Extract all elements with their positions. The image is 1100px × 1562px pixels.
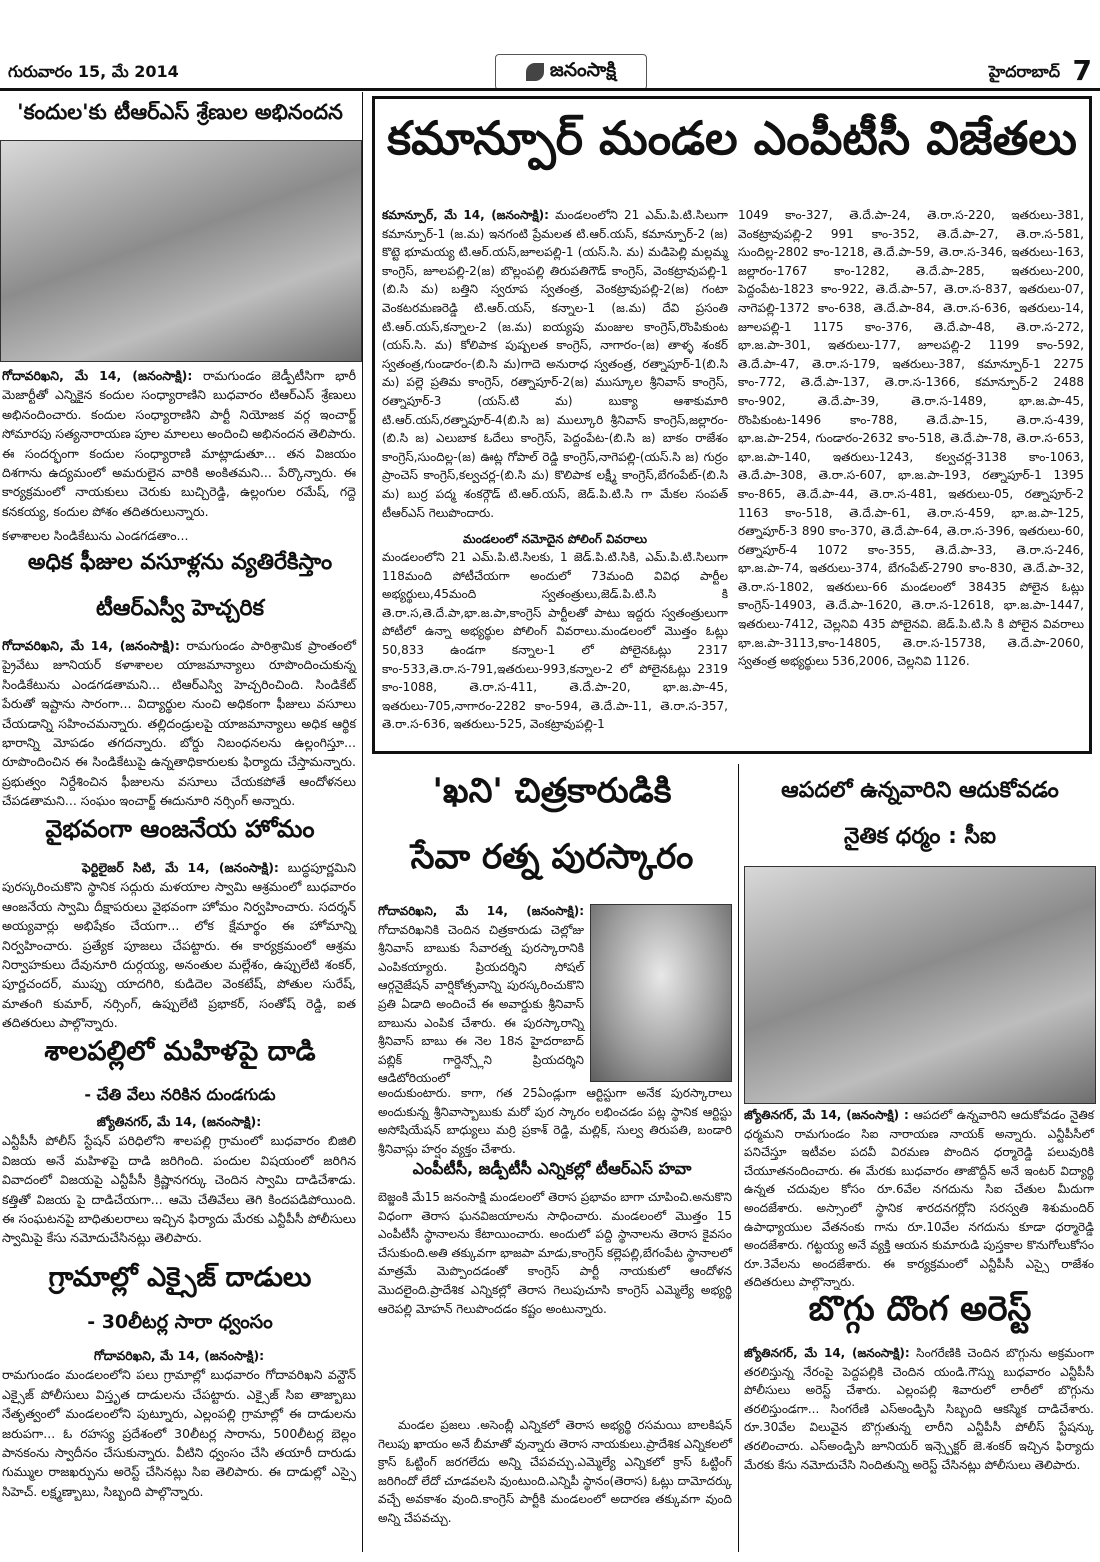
- artist-portrait: [590, 904, 732, 1082]
- masthead-name: జనంసాక్షి: [549, 58, 617, 81]
- mptc-body-right: 1049 కాం-327, తె.దే.పా-24, తె.రా.స-220, ఇతరులు-381, వెంకట్రావుపల్లి-2 991 కాం-352, తె.దే.పా-27, తె.రా.స-581, సుందిల్ల-2802 కాం-1218, తె.దే.పా-59, తె.రా.స-346, ఇతరులు-163, జల్లారం-1767 కాం-1282, తె.దే.పా-285, ఇతరులు-200, పెద్దంపేట-1823 కాం-922, తె.దే.పా-57, తె.రా.స-837, ఇతరులు-07, నాగెపల్లి-1372 కాం-638, తె.దే.పా-84, తె.రా.స-636, ఇతరులు-14, జూలపల్లి-1 1175 కాం-376, తె.దే.పా-48, తె.రా.స-272, భా.జ.పా-301, ఇతరులు-177, జూలపల్లి-2 1199 కాం-592, తె.దే.పా-47, తె.రా.స-179, ఇతరులు-387, కమాన్పూర్-1 2275 కాం-772, తె.దే.పా-137, తె.రా.స-1366, కమాన్పూర్-2 2488 కాం-902, తె.దే.పా-39, తె.రా.స-1489, భా.జ.పా-45, రొంపికుంట-1496 కాం-788, తె.దే.పా-15, తె.రా.స-439, భా.జ.పా-254, గుండారం-2632 కాం-518, తె.దే.పా-78, తె.రా.స-653, భా.జ.పా-140, ఇతరులు-1243, కల్వచర్ల-3138 కాం-1063, తె.దే.పా-308, తె.రా.స-607, భా.జ.పా-193, రత్నాపూర్-1 1395 కాం-865, తె.దే.పా-44, తె.రా.స-481, ఇతరులు-05, రత్నాపూర్-2 1163 కాం-518, తె.దే.పా-61, తె.రా.స-459, భా.జ.పా-125, రత్నాపూర్-3 890 కాం-370, తె.దే.పా-64, తె.రా.స-396, ఇతరులు-60, రత్నాపూర్-4 1072 కాం-355, తె.దే.పా-33, తె.రా.స-246, భా.జ.పా-74, ఇతరులు-374, బేగంపేట్-2790 కాం-830, తె.దే.పా-32, తె.రా.స-1802, ఇతరులు-66 మండలంలో 38435 పోలైన ఓట్లు కాంగ్రెస్-14903, తె.దే.పా-1620, తె.రా.స-12618, భా.జ.పా-1447, ఇతరులు-7412, చెల్లనివి 435 పోలైనవి. జెడ్.పి.టి.సి కి పోలైన వివరాలు భా.జ.పా-3113,కాం-14805, తె.రా.స-15738, తె.దే.పా-2060, స్వతంత్ర అభ్యర్థులు 536,2006, చెల్లనివి 1126.: [738, 208, 1084, 669]
- mptc-polling-subhead: మండలంలో నమోదైన పోలింగ్ వివరాలు: [463, 532, 647, 546]
- kandula-headline: 'కందుల'కు టీఆర్ఎస్ శ్రేణుల అభినందన: [17, 100, 343, 124]
- masthead-logo-icon: [526, 63, 544, 81]
- fees-body: గోదావరిఖని, మే 14, (జనంసాక్షి): రామగుండం పారిశ్రామిక ప్రాంతంలో ప్రైవేటు జూనియర్ కళాశాలల యాజమాన్యాలు రూపొందించుకున్న సిండికేటును ఎండగడతామని... టిఆర్ఎస్వి హెచ్చరించింది. సిండికేట్ పేరుతో ఇష్టాను సారంగా... విద్యార్థుల నుంచి అధికంగా ఫీజులు వసూలు చేయడాన్ని సహించమన్నారు. తల్లిదండ్రులపై యాజమాన్యాలు అధిక ఆర్థిక భారాన్ని మోపడం తగదన్నారు. బోర్డు నిబంధనలను ఉల్లంగిస్తూ... రూపొందించిన ఈ సిండికేటుపై ఉన్నతాధికారులకు ఫిర్యాదు చేస్తామన్నారు. ప్రభుత్వం నిర్దేశించిన ఫీజులను వసూలు చేయకపోతే ఆందోళనలు చేపడతామని... సంఘం ఇంచార్జ్ ఈదునూరి నర్సింగ్ అన్నారు.: [2, 638, 356, 808]
- salapalli-headline: శాలపల్లిలో మహిళపై దాడి: [44, 1036, 316, 1067]
- mptc-headline: కమాన్పూర్ మండల ఎంపీటీసీ విజేతలు: [387, 111, 1077, 165]
- homam-body: ఫెర్టిలైజర్ సిటి, మే 14, (జనంసాక్షి): బుద్ధపూర్ణమిని పురస్కరించుకొని స్థానిక సద్గురు మళయాల స్వామి ఆశ్రమంలో బుధవారం ఆంజనేయ స్వామి దీక్షాపరులు వైభవంగా హోమం నిర్వహించారు. సదర్శన్ అయ్యవార్లు అభిషేకం చేయగా... లోక క్షేమార్థం ఈ హోమాన్ని నిర్వహించారు. ప్రత్యేక పూజలు చేపట్టారు. ఈ కార్యక్రమంలో ఆశ్రమ నిర్వాహకులు దేవునూరి దుర్గయ్య, అనంతుల మల్లేశం, ఉప్పులేటి శంకర్, పూర్ణచందర్, ముప్పు యాదగిరి, కుడిదెల వెంకటేష్, పోతుల సురేష్, మాతంగి కుమార్, నర్సింగ్, ఉప్పులేటి ప్రభాకర్, సంతోష్ రెడ్డి, ఐత తదితరులు పాల్గొన్నారు.: [2, 860, 356, 1030]
- masthead: [495, 54, 647, 90]
- excise-subhead: - 30లీటర్ల సారా ధ్వంసం: [87, 1311, 273, 1333]
- excise-body: గోదావరిఖని, మే 14, (జనంసాక్షి): రామగుండం మండలంలోని పలు గ్రామాల్లో బుధవారం గోదావరిఖని వన్టౌన్ ఎక్సైజ్ పోలీసులు విస్తృత దాడులను చేపట్టారు. ఎక్సైజ్ సిఐ తాజ్బాబు నేతృత్వంలో మండలంలోని పుట్నూరు, ఎల్లంపల్లి గ్రామాల్లో ఈ దాడులను జరుపగా... ఓ రహస్య ప్రదేశంలో 30లీటర్ల సారాను, 500లీటర్ల బెల్లం పానకంను స్వాదీనం చేసుకున్నారు. వీటిని ధ్వంసం చేసి తయారీ దారుడు గుమ్ముల రాజఖర్పును అరెస్ట్ చేసినట్లు సిఐ తెలిపారు. ఈ దాడుల్లో ఎస్సై సిహెచ్. లక్ష్మణ్బాబు, సిబ్బంది పాల్గొన్నారు.: [2, 1348, 356, 1499]
- ci-headline-1: ఆపదలో ఉన్నవారిని ఆదుకోవడం: [781, 778, 1059, 803]
- trs-wave-headline: ఎంపీటీసీ, జడ్పీటీసీ ఎన్నికల్లో టీఆర్ఎస్ హవా: [412, 1159, 692, 1178]
- ci-photo: [744, 866, 1096, 1104]
- coal-body: జ్యోతినగర్, మే 14, (జనంసాక్షి): సింగరేణికి చెందిన బొగ్గును అక్రమంగా తరలిస్తున్న నేరంపై పెద్దపల్లికి చెందిన యండి.గౌస్ను బుధవారం ఎన్టీపీసీ పోలీసులు అరెస్ట్ చేశారు. ఎల్లంపల్లి శివారులో లారీలో బొగ్గును తరలిస్తుండగా... సింగరేణి ఎస్అండ్పిసి సిబ్బంది ఆకస్మిక దాడిచేశారు. రూ.30వేల విలువైన బొగ్గుతున్న లారీని ఎన్టీపీసీ పోలీస్ స్టేషన్కు తరలించారు. ఎస్అండ్పిసి జూనియర్ ఇన్స్పెక్టర్ జె.శంకర్ ఇచ్చిన ఫిర్యాదు మేరకు కేసు నమోదుచేసి నిందితున్ని అరెస్ట్ చేసినట్లు పోలీసులు తెలిపారు.: [744, 1346, 1094, 1472]
- trs-wave-body: బెజ్జంకి మే15 జనంసాక్షి మండలంలో తెరాస ప్రభావం బాగా చూపించి.అనుకొని విధంగా తెరాస ఘనవిజయాలను సాధించారు. మండలంలో మొత్తం 15 ఎంపీటీసీ స్థానాలను కేటాయించారు. అందులో పద్ది స్థానాలను తెరాస కైవసం చేసుకుంది.అతి తక్కువగా భాజపా మాడు,కాంగ్రెస్ కల్లెపల్లి,బేగంపేట స్థానాలలో మాత్రమే మెప్పొందడంతో కాంగ్రెస్ పార్టీ నాయకులో ఆందోళన మొదలైంది.ప్రాదేశిక ఎన్నికల్లో తెరాస గెలుపుచూసి కాంగ్రెస్ ఎమ్మెల్యే అభ్యర్థి ఆరెపల్లి మోహన్ గెలుపొందడం కష్టం అంటున్నారు.: [378, 1190, 732, 1316]
- excise-headline: గ్రామాల్లో ఎక్సైజ్ దాడులు: [48, 1262, 312, 1293]
- salapalli-body: జ్యోతినగర్, మే 14, (జనంసాక్షి): ఎన్టీపీసీ పోలీస్ స్టేషన్ పరిధిలోని శాలపల్లి గ్రామంలో బుధవారం బిజిలి విజయ అనే మహిళపై దాడి జరిగింది. పందుల విషయంలో జరిగిన వివాదంలో విజయపై ఎన్టీపీసీ క్రిష్ణానగర్కు చెందిన స్వామి దాడిచేశాడు. కత్తితో విజయ పై దాడిచేయగా... ఆమె చేతివేలు తెగి కిందపడిపోయింది. ఈ సంఘటనపై బాధితులరాలు ఇచ్చిన ఫిర్యాదు మేరకు ఎన్టీపీసీ పోలీసులు స్వామిపై కేసు నమోదుచేసినట్లు తెలిపారు.: [2, 1114, 356, 1246]
- header-rule: [0, 88, 1100, 91]
- issue-date: గురువారం 15, మే 2014: [8, 62, 179, 81]
- homam-headline: వైభవంగా ఆంజనేయ హోమం: [45, 815, 315, 843]
- fees-headline-1: అధిక ఫీజుల వసూళ్లను వ్యతిరేకిస్తాం: [27, 550, 333, 575]
- ci-body: జ్యోతినగర్, మే 14, (జనంసాక్షి) : ఆపదలో ఉన్నవారిని ఆదుకోవడం నైతిక ధర్మమని రామగుండం సిఐ నారాయణ నాయక్ అన్నారు. ఎన్టీపీసీలో పనిచేస్తూ ఇటీవల పదవీ విరమణ పొందిన ధర్మారెడ్డి పలువురికి చేయూతనందించారు. ఈ మేరకు బుధవారం తాజొద్దీన్ అనే ఇంటర్ విద్యార్థి ఉన్నత చదువుల కోసం రూ.6వేల నగదును సిఐ చేతుల మీదుగా అందజేశారు. అస్సాంలో స్థానిక శారదనగర్లోని సరస్వతి శిశుమందిర్ ఉపాధ్యాయుల వేతనంకు గాను రూ.10వేల నగదును కూడా ధర్మారెడ్డి అందజేశారు. గట్టయ్య అనే వ్యక్తి ఆయన కుమారుడి పుస్తకాల కొనుగోలుకోసం రూ.3వేలను అందజేశారు. ఈ కార్యక్రమంలో ఎన్టీపీసీ ఎస్సై రాజేశం తదితరులు పాల్గొన్నారు.: [744, 1108, 1094, 1290]
- syndicate-teaser: కళాశాలల సిండికేటును ఎండగడతాం...: [2, 528, 189, 543]
- khani-body-side: గోదావరిఖని, మే 14, (జనంసాక్షి): గోదావరిఖనికి చెందిన చిత్రకారుడు చెల్లోజు శ్రీనివాస్ బాబుకు సేవారత్న పురస్కారానికి ఎంపికయ్యారు. ప్రియదర్శిని సోషల్ ఆర్గనైజేషన్ వార్షికోత్సవాన్ని పురస్కరించుకొని ప్రతి ఏడాది అందించే ఈ అవార్డుకు శ్రీనివాస్ బాబును ఎంపిక చేశారు. ఈ పురస్కారాన్ని శ్రీనివాస్ బాబు ఈ నెల 18న హైదరాబాద్ పబ్లిక్ గార్డెన్స్లోని ప్రియదర్శిని ఆడిటోరియంలో: [378, 904, 584, 1086]
- kandula-body: గోదావరిఖని, మే 14, (జనంసాక్షి): రామగుండం జెడ్పీటీసిగా భారీ మెజార్టీతో ఎన్నికైన కందుల సంధ్యారాణిని బుధవారం టిఆర్ఎస్ శ్రేణులు అభినందించారు. కందుల సంధ్యారాణిని పార్టీ నియోజక వర్గ ఇంచార్జ్ సోమారపు సత్యనారాయణ పూల మాలలు అందించి అభినందన తెలిపారు. ఈ సందర్భంగా కందుల సంధ్యారాణి మాట్లాడుతూ... తన విజయం దిశగాను ఉద్యమంలో అమరులైన వారికి అంకితమని... పేర్కొన్నారు. ఈ కార్యక్రమంలో నాయకులు చెరుకు బుచ్చిరెడ్డి, ఉల్లంగుల రమేష్, గద్దె కనకయ్య, కందుల పోశం తదితరులున్నారు.: [2, 368, 356, 519]
- column-divider-left: [362, 92, 363, 1552]
- trs-wave-body-2: మండల ప్రజలు .అసెంబ్లీ ఎన్నికలో తెరాస అభ్యర్థి రసమయి బాలకిషన్ గెలుపు ఖాయం అనే బీమాతో వున్నారు తెరాస నాయకులు.ప్రాదేశిక ఎన్నికలలో క్రాస్ ఓట్టింగ్ జరగలేదు అన్ని చేపవచ్చు.ఎమ్మెల్యే ఎన్నికలో క్రాస్ ఓట్టింగ్ జరిగిందో లేదో చూడవలసి వుంటుంది.ఎన్నిపీ స్థానం(తెరాస) ఓట్లు దామోదర్కు వచ్చే అవకాశం వుంది.కాంగ్రెస్ పార్టీకి మండలంలో అదారణ తక్కువగా వుంది అన్ని చేపవచ్చు.: [378, 1418, 732, 1525]
- page-number: 7: [1072, 54, 1092, 87]
- khani-body-full: అందుకుంటారు. కాగా, గత 25ఏండ్లుగా ఆర్టిస్టుగా అనేక పురస్కారాలు అందుకున్న శ్రీనివాస్బాబుకు మరో పుర స్కారం లభించడం పట్ల స్థానిక ఆర్టిస్టు అసోషియేషన్ బాధ్యులు మర్రి ప్రకాశ్ రెడ్డి, మల్లిక్, సుల్వ తిరుపతి, బండారి శ్రీనివాస్లు హర్షం వ్యక్తం చేశారు.: [378, 1086, 732, 1156]
- khani-headline-2: సేవా రత్న పురస్కారం: [410, 837, 694, 877]
- coal-headline: బొగ్గు దొంగ అరెస్ట్: [808, 1289, 1032, 1329]
- column-divider-right: [738, 764, 739, 1552]
- mptc-body-left2: మండలంలోని 21 ఎమ్.పి.టి.సిలకు, 1 జెడ్.పి.టి.సికి, ఎమ్.పి.టి.సిలుగా 118మంది పోటీచేయగా అందులో 73మంది వివిధ పార్టీల అభ్యర్థులు,45మంది స్వతంత్రులు,జెడ్.పి.టి.సి కి తె.రా.స,తె.దే.పా,భా.జ.పా,కాంగ్రెస్ పార్టీలతో పాటు ఇద్దరు స్వతంత్రులుగా పోటీలో ఉన్నా అభ్యర్థుల పోలింగ్ వివరాలు.మండలంలో మొత్తం ఓట్లు 50,833 ఉండగా కన్నాల-1 లో పోలైనఓట్లు 2317 కాం-533,తె.రా.స-791,ఇతరులు-993,కన్నాల-2 లో పోలైనఓట్లు 2319 కాం-1088, తె.రా.స-411, తె.దే.పా-20, భా.జ.పా-45, ఇతరులు-705,నాగారం-2282 కాం-594, తె.దే.పా-11, తె.రా.స-357, తె.రా.స-636, ఇతరులు-525, వెంకట్రావుపల్లి-1: [382, 550, 728, 732]
- kandula-dateline: గోదావరిఖని, మే 14, (జనంసాక్షి):: [2, 368, 193, 383]
- edition-city: హైదరాబాద్: [988, 62, 1060, 81]
- salapalli-subhead: - చేతి వేలు నరికిన దుండగుడు: [84, 1085, 276, 1104]
- khani-headline-1: 'ఖని' చిత్రకారుడికి: [432, 771, 672, 811]
- ci-headline-2: నైతిక ధర్మం : సీఐ: [844, 824, 996, 849]
- mptc-body-left: కమాన్పూర్, మే 14, (జనంసాక్షి): మండలంలోని 21 ఎమ్.పి.టి.సిలుగా కమాన్పూర్-1 (జ.మ) ఇనగంటి ప్రేమలత టి.ఆర్.యస్, కమాన్పూర్-2 (జ) కొట్టె భూమయ్య టి.ఆర్.యస్,జూలపల్లి-1 (యస్.సి. మ) మడిపెల్లి మల్లమ్మ కాంగ్రెస్, జూలపల్లి-2(జ) బొల్లంపల్లి తిరుపతిగౌడ్ కాంగ్రెస్, వెంకట్రావుపల్లి-1 (బి.సి మ) బత్తిని స్వరూప స్వతంత్ర, వెంకట్రావుపల్లి-2(జ) గంటా వెంకటరమణరెడ్డి టి.ఆర్.యస్, కన్నాల-1 (జ.మ) దేవి ప్రసంతి టి.ఆర్.యస్,కన్నాల-2 (జ.మ) ఐయ్యపు మంజుల కాంగ్రెస్,రొంపికుంట (యస్.సి. మ) కోలిపాక పుష్పలత కాంగ్రెస్, నాగారం-(జ) తాళ్ళ శంకర్ స్వతంత్ర,గుండారం-(బి.సి మ)గాదె అనురాధ స్వతంత్ర, రత్నాపూర్-1(బి.సి మ) పల్లె ప్రతిమ కాంగ్రెస్, రత్నాపూర్-2(జ) ముస్కూల శ్రీనివాస్ కాంగ్రెస్, రత్నాపూర్-3 (యస్.టి మ) బుక్యా ఆశాకుమారి టి.ఆర్.యస్,రత్నాపూర్-4(బి.సి జ) ముల్కూరి శ్రీనివాస్ కాంగ్రెస్,జల్లారం-(బి.సి జ) ఎలుబాక ఓదేలు కాంగ్రెస్, పెద్దంపేట-(బి.సి జ) బాకం రాజేశం కాంగ్రెస్,సుందిల్ల-(జ) ఊట్ల గోపాల్ రెడ్డి కాంగ్రెస్,నాగెపల్లి-(యస్.సి జ) గుర్రం ప్రాంచెస్ కాంగ్రెస్,కల్వచర్ల-(బి.సి మ) కొలిపాక లక్ష్మీ కాంగ్రెస్,బేగంపేట్-(బి.సి మ) బుర్ర పద్మ శంకర్గౌడ్ టి.ఆర్.యస్, జెడ్.పి.టి.సి గా మేకల సంపత్ టీఆర్ఎస్ గెలుపొందారు.: [382, 208, 728, 520]
- kandula-photo: [0, 140, 362, 362]
- fees-headline-2: టీఆర్ఎస్వీ హెచ్చరిక: [95, 596, 265, 621]
